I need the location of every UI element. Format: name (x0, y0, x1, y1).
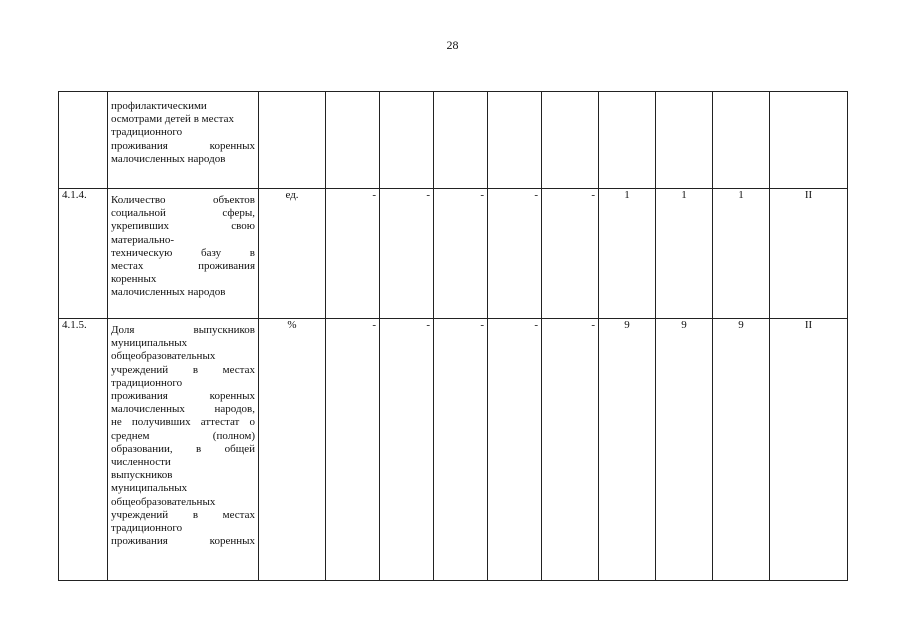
value-cell: 1 (599, 189, 656, 319)
indicator-name-line: укрепивших свою (111, 220, 255, 233)
table-row (59, 92, 848, 189)
value-cell (542, 92, 599, 189)
value-cell (599, 92, 656, 189)
indicator-name-line: традиционного (111, 126, 183, 139)
value-cell: - (542, 189, 599, 319)
indicator-name-line: малочисленных народов (111, 152, 226, 165)
table-row (59, 189, 848, 319)
indicator-name-line: выпускников (111, 469, 173, 482)
indicator-name-line: социальной сферы, (111, 207, 255, 220)
indicator-name-line: общеобразовательных (111, 350, 216, 363)
indicator-name-line: проживания коренных (111, 535, 255, 548)
indicator-name-line: традиционного (111, 522, 183, 535)
indicator-name-line: Доля выпускников (111, 324, 255, 336)
indicator-name-line: учреждений в местах (111, 508, 255, 521)
value-cell: II (770, 189, 848, 319)
indicator-name-line: учреждений в местах (111, 363, 255, 376)
value-cell: II (770, 319, 848, 581)
value-cell: - (434, 319, 488, 581)
value-cell (488, 92, 542, 189)
value-cell: - (488, 189, 542, 319)
row-number-cell: 4.1.5. (59, 319, 108, 581)
indicator-name-cell (108, 189, 259, 319)
row-number-cell (59, 92, 108, 189)
value-cell (326, 92, 380, 189)
value-cell: 9 (599, 319, 656, 581)
table-body (59, 92, 848, 581)
indicator-name-line: образовании, в общей (111, 442, 255, 455)
value-cell: - (380, 319, 434, 581)
indicator-name-line: профилактическими (111, 100, 207, 112)
unit-cell: ед. (259, 189, 326, 319)
value-cell: 9 (656, 319, 713, 581)
value-cell: - (380, 189, 434, 319)
indicator-name-line: муниципальных (111, 482, 188, 495)
value-cell: 1 (713, 189, 770, 319)
value-cell: - (488, 319, 542, 581)
indicator-name-line: традиционного (111, 376, 183, 389)
indicator-name-line: коренных (111, 273, 157, 286)
indicator-name-line: местах проживания (111, 260, 255, 273)
table-row (59, 319, 848, 581)
unit-cell (259, 92, 326, 189)
value-cell (713, 92, 770, 189)
indicator-name-line: муниципальных (111, 337, 188, 350)
indicator-name-line: численности (111, 456, 171, 469)
unit-cell: % (259, 319, 326, 581)
value-cell: - (434, 189, 488, 319)
value-cell: 9 (713, 319, 770, 581)
value-cell: 1 (656, 189, 713, 319)
row-number-cell: 4.1.4. (59, 189, 108, 319)
indicator-name-cell (108, 92, 259, 189)
value-cell: - (542, 319, 599, 581)
indicator-table (58, 91, 848, 581)
indicator-name-line: проживания коренных (111, 139, 255, 152)
indicator-name-line: среднем (полном) (111, 429, 255, 442)
indicator-name-line: проживания коренных (111, 390, 255, 403)
value-cell: - (326, 189, 380, 319)
value-cell (770, 92, 848, 189)
value-cell (380, 92, 434, 189)
indicator-name-cell (108, 319, 259, 581)
indicator-name-line: Количество объектов (111, 194, 255, 206)
indicator-name-line: общеобразовательных (111, 495, 216, 508)
indicator-name-line: техническую базу в (111, 246, 255, 259)
indicator-name-line: малочисленных народов (111, 286, 226, 299)
page-number: 28 (446, 38, 459, 52)
indicator-name-line: осмотрами детей в местах (111, 113, 234, 126)
indicator-name-line: материально- (111, 233, 175, 246)
value-cell: - (326, 319, 380, 581)
value-cell (656, 92, 713, 189)
value-cell (434, 92, 488, 189)
indicator-name-line: малочисленных народов, (111, 403, 255, 416)
indicator-name-line: не получивших аттестат о (111, 416, 255, 429)
